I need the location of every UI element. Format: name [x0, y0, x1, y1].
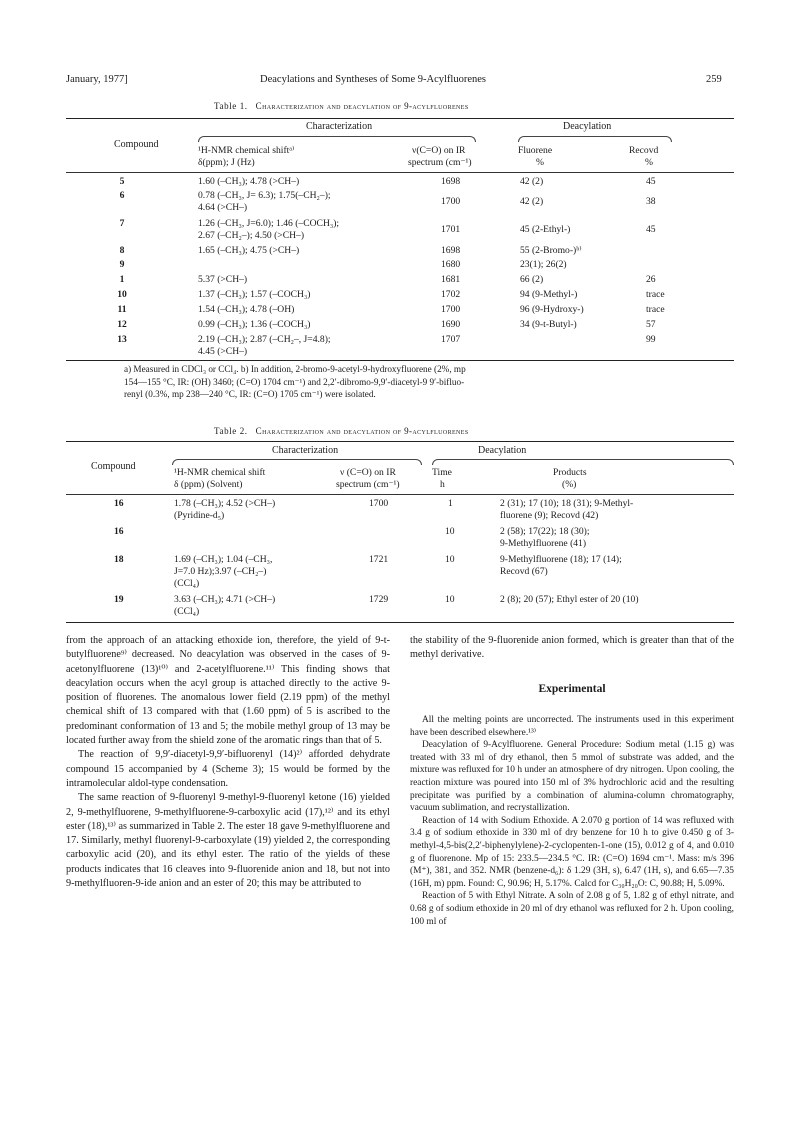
table1-nmr: 0.78 (–CH₃, J= 6.3); 1.75(–CH₂–);	[198, 190, 331, 201]
table1-compound: 12	[117, 319, 127, 330]
table2-products-cont: 9-Methylfluorene (41)	[500, 538, 587, 549]
table1-ir: 1700	[441, 196, 461, 207]
table1-nmr: 1.37 (–CH₃); 1.57 (–COCH₃)	[198, 289, 311, 300]
table2-col-products-line2: (%)	[562, 479, 577, 490]
table1-compound: 9	[119, 259, 125, 270]
table2-time: 1	[448, 498, 453, 509]
table2-products-cont: Recovd (67)	[500, 566, 548, 577]
experimental-section	[410, 714, 734, 928]
table2-nmr-cont: J=7.0 Hz);3.97 (–CH₂–)	[174, 566, 267, 577]
table1-recovd: trace	[646, 289, 665, 300]
table1-compound: 13	[117, 334, 127, 345]
table2-col-nmr-line2: δ (ppm) (Solvent)	[174, 479, 243, 490]
table2-col-ir-line1: ν (C=O) on IR	[340, 467, 396, 478]
table2-col-compound: Compound	[91, 461, 136, 472]
table1-recovd: 26	[646, 274, 656, 285]
table2-products: 2 (58); 17(22); 18 (30);	[500, 526, 590, 537]
table2-products: 2 (8); 20 (57); Ethyl ester of 20 (10)	[500, 594, 639, 605]
table2-compound: 19	[114, 594, 124, 605]
table2-compound: 16	[114, 498, 124, 509]
table2-ir: 1721	[369, 554, 389, 565]
table1-col-recovd-line1: Recovd	[629, 145, 659, 156]
table1-header-rule	[66, 172, 734, 173]
table1-recovd: 99	[646, 334, 656, 345]
table1-compound: 6	[119, 190, 125, 201]
table1-ir: 1700	[441, 304, 461, 315]
table2-deacylation-brace	[432, 459, 734, 465]
table1-fluorene: 42 (2)	[520, 176, 544, 187]
table1-label: Table 1.	[214, 101, 248, 111]
table1-footnote	[124, 363, 466, 401]
body-paragraph: from the approach of an attacking ethoxide ion, therefore, the yield of 9-t-butylfluorene⁹⁾ decreased. No deacylation was observed in the cases of 9-acetonylfluorene (13)¹⁰⁾ and 2-acetylfluorene.¹¹⁾ This finding shows that deacylation occurs when the acyl group is attached directly to the active 9-position of fluorenes. The anomalous lower field (2.19 ppm) of the methyl chemical shift of 13 compared with that (1.60 ppm) of 5 is ascribed to the predominant conformation of 13 and 5; the mobile methyl group of 13 may be located further away from the shield zone of the aromatic rings than that of 5.	[66, 635, 390, 747]
experimental-paragraph: Deacylation of 9-Acylfluorene. General Procedure: Sodium metal (1.15 g) was treated with 33 ml of dry ethanol, then 5 mmol of substrate was added, and the mixture was refluxed for 10 h under an atmosphere of dry nitrogen. Upon cooling, the reaction mixture was poured into 150 ml of 3% hydrochloric acid and the resulting precipitate was purified by a combination of alumina-column chromatography, vacuum sublimation, and recrystallization.	[410, 740, 734, 814]
body-paragraph: The same reaction of 9-fluorenyl 9-methyl-9-fluorenyl ketone (16) yielded 2, 9-methylfluorene, 9-methylfluorene-9-carboxylic acid (17),¹²⁾ and its ethyl ester (18),¹³⁾ as summarized in Table 2. The ester 18 gave 9-methylfluorene and 17. Similarly, methyl fluorenyl-9-carboxylate (19) yielded 2, the corresponding carboxylic acid (20), and its ethyl ester. The ratio of the yields of these products indicates that 16 cleaves into 9-fluorenide anion and 18, but not into 9-methylfluoren-9-ide anion and an ester of 20; this may be attributed to	[66, 792, 390, 890]
table1-recovd: 45	[646, 224, 656, 235]
table1-nmr: 1.65 (–CH₃); 4.75 (>CH–)	[198, 245, 300, 256]
table1-fluorene: 42 (2)	[520, 196, 544, 207]
right-column-continuation	[410, 634, 734, 663]
table1-ir: 1680	[441, 259, 461, 270]
page-number: 259	[706, 74, 722, 85]
table1-compound: 8	[119, 245, 125, 256]
table1-group-characterization: Characterization	[306, 121, 373, 132]
table1-footnote-line: a) Measured in CDCl₃ or CCl₄. b) In addition, 2-bromo-9-acetyl-9-hydroxyfluorene (2%, mp	[124, 364, 466, 374]
table1-caption	[214, 101, 469, 111]
table1-fluorene: 23(1); 26(2)	[520, 259, 567, 270]
table2-time: 10	[445, 526, 455, 537]
table1-fluorene: 55 (2-Bromo-)ᵇ⁾	[520, 245, 582, 256]
table1-footnote-line: 154—155 °C, IR: (OH) 3460; (C=O) 1704 cm⁻¹) and 2,2′-dibromo-9,9′-diacetyl-9 9′-bifluo-	[124, 376, 465, 387]
table2-group-characterization: Characterization	[272, 445, 339, 456]
table1-nmr: 2.19 (–CH₃); 2.87 (–CH₂–, J=4.8);	[198, 334, 331, 345]
table1-nmr: 1.54 (–CH₃); 4.78 (–OH)	[198, 304, 295, 315]
table1-fluorene: 66 (2)	[520, 274, 544, 285]
table2-group-deacylation: Deacylation	[478, 445, 527, 456]
table2-col-time-line2: h	[440, 479, 445, 490]
experimental-paragraph: Reaction of 14 with Sodium Ethoxide. A 2.070 g portion of 14 was refluxed with 3.4 g of sodium ethoxide in 330 ml of dry benzene for 10 h to give 0.450 g of 3-methyl-4,5-bis(2,2′-biphenylylene)-2-cyclopenten-1-one (15), 0.012 g of 4, and 0.010 g of fluorenone. Mp of 15: 233.5—234.5 °C. IR: (C=O) 1694 cm⁻¹. Mass: m/s 396 (M⁺), 381, and 352. NMR (benzene-d₆): δ 1.29 (3H, s), 6.47 (1H, s), and 6.65—7.35 (16H, m) ppm. Found: C, 90.96; H, 5.17%. Calcd for C₃₀H₂₀O: C, 90.88; H, 5.09%.	[410, 815, 734, 889]
table1-recovd: 57	[646, 319, 656, 330]
table1-nmr: 1.60 (–CH₃); 4.78 (>CH–)	[198, 176, 300, 187]
table1-ir: 1702	[441, 289, 461, 300]
table1-nmr: 5.37 (>CH–)	[198, 274, 248, 285]
table1-characterization-brace	[198, 136, 476, 142]
table2-products: 9-Methylfluorene (18); 17 (14);	[500, 554, 622, 565]
table1-compound: 1	[119, 274, 125, 285]
experimental-paragraph: All the melting points are uncorrected. The instruments used in this experiment have been described elsewhere.¹³⁾	[410, 715, 734, 738]
table1-recovd: trace	[646, 304, 665, 315]
table2-compound: 18	[114, 554, 124, 565]
experimental-paragraph: Reaction of 5 with Ethyl Nitrate. A soln of 2.08 g of 5, 1.82 g of ethyl nitrate, and 0.68 g of sodium ethoxide in 20 ml of dry ethanol was refluxed for 2 h. Upon cooling, 100 ml of	[410, 891, 734, 927]
table1-compound: 10	[117, 289, 127, 300]
table1-nmr-cont: 4.64 (>CH–)	[198, 202, 248, 213]
table1-col-nmr-line1: ¹H-NMR chemical shiftᵃ⁾	[198, 145, 295, 156]
table2-title: Characterization and deacylation of 9-acylfluorenes	[255, 426, 469, 436]
table2-top-rule	[66, 441, 734, 442]
table1-col-fluorene-line2: %	[536, 157, 544, 168]
table1-ir: 1707	[441, 334, 461, 345]
table1-ir: 1698	[441, 176, 461, 187]
table2-ir: 1700	[369, 498, 389, 509]
table1-ir: 1681	[441, 274, 461, 285]
table2-bottom-rule	[66, 622, 734, 623]
table1-fluorene: 96 (9-Hydroxy-)	[520, 304, 584, 315]
table1-compound: 5	[119, 176, 125, 187]
table2-products-cont: fluorene (9); Recovd (42)	[500, 510, 599, 521]
table1-group-deacylation: Deacylation	[563, 121, 612, 132]
table1-top-rule	[66, 118, 734, 119]
table1-compound: 11	[117, 304, 127, 315]
table1-recovd: 38	[646, 196, 656, 207]
table2-nmr: 1.78 (–CH₃); 4.52 (>CH–)	[174, 498, 276, 509]
table2-col-nmr-line1: ¹H-NMR chemical shift	[174, 467, 266, 478]
body-paragraph: The reaction of 9,9′-diacetyl-9,9′-bifluorenyl (14)²⁾ afforded dehydrate compound 15 accompanied by 4 (Scheme 3); 15 would be formed by the intramolecular aldol-type condensation.	[66, 749, 390, 789]
table2-header-rule	[66, 494, 734, 495]
table2-col-ir-line2: spectrum (cm⁻¹)	[336, 479, 400, 490]
table1-compound: 7	[119, 218, 125, 229]
table1-footnote-line: renyl (0.3%, mp 238—240 °C, IR: (C=O) 1705 cm⁻¹) were isolated.	[124, 389, 376, 399]
table1-bottom-rule	[66, 360, 734, 361]
table2-nmr-cont: (Pyridine-d₅)	[174, 510, 225, 521]
table1-col-ir-line1: ν(C=O) on IR	[412, 145, 466, 156]
table2-caption	[214, 426, 469, 436]
table1-col-recovd-line2: %	[645, 157, 653, 168]
running-header-title: Deacylations and Syntheses of Some 9-Acylfluorenes	[260, 74, 486, 85]
table2-col-products-line1: Products	[553, 467, 587, 478]
table1-ir: 1698	[441, 245, 461, 256]
table1-col-nmr-line2: δ(ppm); J (Hz)	[198, 157, 255, 168]
table1-nmr-cont: 2.67 (–CH₂–); 4.50 (>CH–)	[198, 230, 305, 241]
table1-ir: 1690	[441, 319, 461, 330]
table1-fluorene: 34 (9-t-Butyl-)	[520, 319, 577, 330]
table1-title: Characterization and deacylation of 9-acylfluorenes	[255, 101, 469, 111]
table2-products: 2 (31); 17 (10); 18 (31); 9-Methyl-	[500, 498, 634, 509]
table1-recovd: 45	[646, 176, 656, 187]
running-header-left: January, 1977]	[66, 74, 128, 85]
table1-nmr-cont: 4.45 (>CH–)	[198, 346, 248, 357]
section-title-experimental: Experimental	[538, 683, 606, 695]
table2-nmr-cont: (CCl₄)	[174, 606, 200, 617]
table2-ir: 1729	[369, 594, 389, 605]
table2-nmr: 3.63 (–CH₃); 4.71 (>CH–)	[174, 594, 276, 605]
table2-label: Table 2.	[214, 426, 248, 436]
table1-nmr: 1.26 (–CH₃, J=6.0); 1.46 (–COCH₃);	[198, 218, 340, 229]
table2-nmr: 1.69 (–CH₃); 1.04 (–CH₃,	[174, 554, 273, 565]
table1-col-compound: Compound	[114, 139, 159, 150]
table2-time: 10	[445, 594, 455, 605]
table2-characterization-brace	[172, 459, 422, 465]
table1-col-fluorene-line1: Fluorene	[518, 145, 553, 156]
left-column	[66, 634, 390, 891]
table1-deacylation-brace	[518, 136, 672, 142]
table1-nmr: 0.99 (–CH₃); 1.36 (–COCH₃)	[198, 319, 311, 330]
table1-fluorene: 94 (9-Methyl-)	[520, 289, 578, 300]
table1-col-ir-line2: spectrum (cm⁻¹)	[408, 157, 472, 168]
body-paragraph: the stability of the 9-fluorenide anion formed, which is greater than that of the methyl derivative.	[410, 635, 734, 661]
table1-fluorene: 45 (2-Ethyl-)	[520, 224, 571, 235]
table2-time: 10	[445, 554, 455, 565]
table1-ir: 1701	[441, 224, 461, 235]
table2-compound: 16	[114, 526, 124, 537]
table2-col-time-line1: Time	[432, 467, 452, 478]
table2-nmr-cont: (CCl₄)	[174, 578, 200, 589]
